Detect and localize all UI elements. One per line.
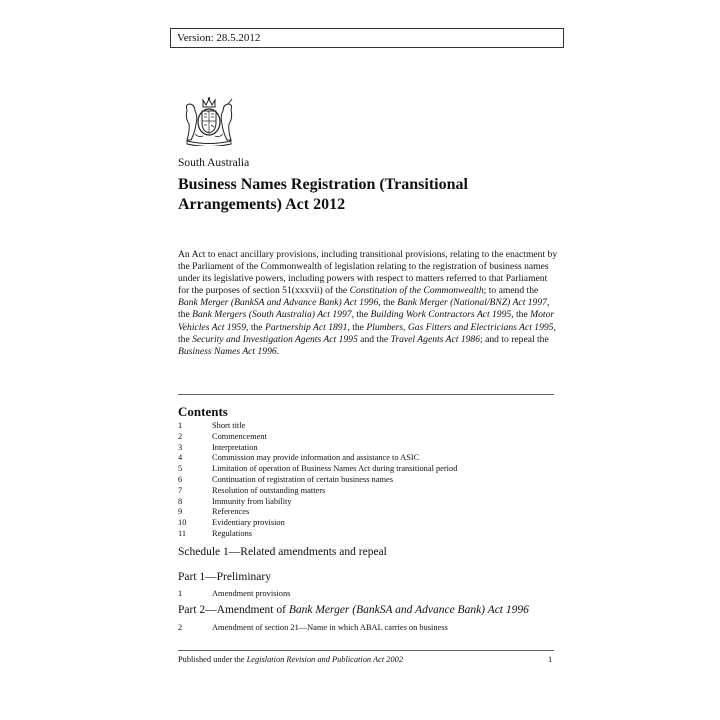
toc-entry-title: Limitation of operation of Business Names Act during transitional period <box>212 464 458 474</box>
part-2-heading-act-name: Bank Merger (BankSA and Advance Bank) Act 1996 <box>288 604 529 616</box>
version-label: Version: 28.5.2012 <box>170 28 564 48</box>
long-title-text: , the <box>351 309 371 321</box>
footer-publication-note <box>178 655 403 664</box>
long-title-text: , the <box>178 297 550 321</box>
toc-entry-title: Amendment of section 21—Name in which ABAL carries on business <box>212 623 448 632</box>
long-title-text: , the <box>378 297 398 309</box>
toc-entry-title: Short title <box>212 421 246 430</box>
toc-entry-title: Evidentiary provision <box>212 518 285 528</box>
act-title: Business Names Registration (Transitional Arrangements) Act 2012 <box>178 176 468 213</box>
toc-entry-title: Resolution of outstanding matters <box>212 485 326 495</box>
long-title-act-reference: Travel Agents Act 1986 <box>390 333 481 345</box>
footer-divider <box>178 650 554 651</box>
long-title-act-reference: Plumbers, Gas Fitters and Electricians Act 1995 <box>366 321 554 333</box>
toc-entry-number: 4 <box>178 453 183 463</box>
toc-entry[interactable] <box>178 486 554 497</box>
toc-entry-title: Immunity from liability <box>212 496 292 506</box>
toc-entry-number: 6 <box>178 474 183 484</box>
toc-entry-number: 10 <box>178 518 187 528</box>
toc-entry-title: Amendment provisions <box>212 589 291 598</box>
footer-act-name: Legislation Revision and Publication Act 2002 <box>246 655 404 664</box>
long-title-text: and the <box>357 333 391 345</box>
toc-entry[interactable] <box>178 453 554 464</box>
toc-entry[interactable] <box>178 589 290 598</box>
part-2-heading[interactable] <box>178 604 529 616</box>
toc-entry[interactable] <box>178 497 554 508</box>
long-title-text: . <box>276 345 280 357</box>
page-number: 1 <box>548 655 553 664</box>
toc-entry-number: 2 <box>178 623 183 632</box>
toc-entry[interactable] <box>178 518 554 529</box>
long-title-text: ; to amend the <box>483 285 539 297</box>
long-title-text: ; and to repeal the <box>480 333 549 345</box>
jurisdiction-label: South Australia <box>178 157 250 169</box>
toc-entry[interactable] <box>178 475 554 486</box>
part-1-heading[interactable]: Part 1—Preliminary <box>178 571 271 583</box>
toc-entry[interactable] <box>178 623 448 632</box>
coat-of-arms-icon <box>181 96 237 146</box>
toc-entry-title: Commission may provide information and assistance to ASIC <box>212 453 420 463</box>
long-title-act-reference: Motor Vehicles Act 1959 <box>178 309 555 333</box>
toc-entry[interactable] <box>178 443 554 454</box>
toc-entry-title: Continuation of registration of certain business names <box>212 474 393 484</box>
part-2-heading-prefix: Part 2—Amendment of <box>178 604 289 616</box>
long-title-act-reference: Partnership Act 1891 <box>264 321 348 333</box>
toc-list <box>178 421 554 540</box>
toc-entry-number: 2 <box>178 431 183 441</box>
toc-entry-title: References <box>212 507 250 517</box>
long-title-text: , the <box>246 321 265 333</box>
contents-divider <box>178 394 554 395</box>
toc-entry-title: Interpretation <box>212 442 258 452</box>
schedule-heading[interactable]: Schedule 1—Related amendments and repeal <box>178 546 387 558</box>
long-title-act-reference: Business Names Act 1996 <box>178 345 277 357</box>
toc-entry[interactable] <box>178 529 554 540</box>
long-title-act-reference: Bank Mergers (South Australia) Act 1997 <box>192 309 352 321</box>
footer-prefix: Published under the <box>178 655 247 664</box>
long-title-text: , the <box>347 321 367 333</box>
long-title <box>178 249 558 358</box>
toc-entry-number: 1 <box>178 421 183 430</box>
toc-entry-number: 1 <box>178 589 183 598</box>
toc-entry-number: 8 <box>178 496 183 506</box>
toc-entry[interactable] <box>178 507 554 518</box>
toc-entry-title: Commencement <box>212 431 267 441</box>
contents-heading: Contents <box>178 404 228 419</box>
long-title-act-reference: Constitution of the Commonwealth <box>349 285 484 297</box>
long-title-act-reference: Building Work Contractors Act 1995 <box>370 309 512 321</box>
toc-entry-number: 5 <box>178 464 183 474</box>
toc-entry[interactable] <box>178 432 554 443</box>
toc-entry-title: Regulations <box>212 528 253 538</box>
toc-entry[interactable] <box>178 421 554 432</box>
toc-entry-number: 3 <box>178 442 183 452</box>
long-title-act-reference: Bank Merger (National/BNZ) Act 1997 <box>397 297 547 309</box>
toc-entry-number: 11 <box>178 528 187 538</box>
long-title-act-reference: Security and Investigation Agents Act 1995 <box>192 333 358 345</box>
toc-entry-number: 9 <box>178 507 183 517</box>
long-title-act-reference: Bank Merger (BankSA and Advance Bank) Act 1996 <box>178 297 379 309</box>
long-title-text: , the <box>178 321 556 345</box>
long-title-text: An Act to enact ancillary provisions, including transitional provisions, relating to the enactment by the Parliament of the Commonwealth of legislation relating to the registration of business names under its legislative powers, including powers with respect to matters referred to that Parliament for the purposes of section 51(xxxvii) of the <box>178 249 558 297</box>
long-title-text: , the <box>511 309 531 321</box>
toc-entry[interactable] <box>178 464 554 475</box>
toc-entry-number: 7 <box>178 485 183 495</box>
